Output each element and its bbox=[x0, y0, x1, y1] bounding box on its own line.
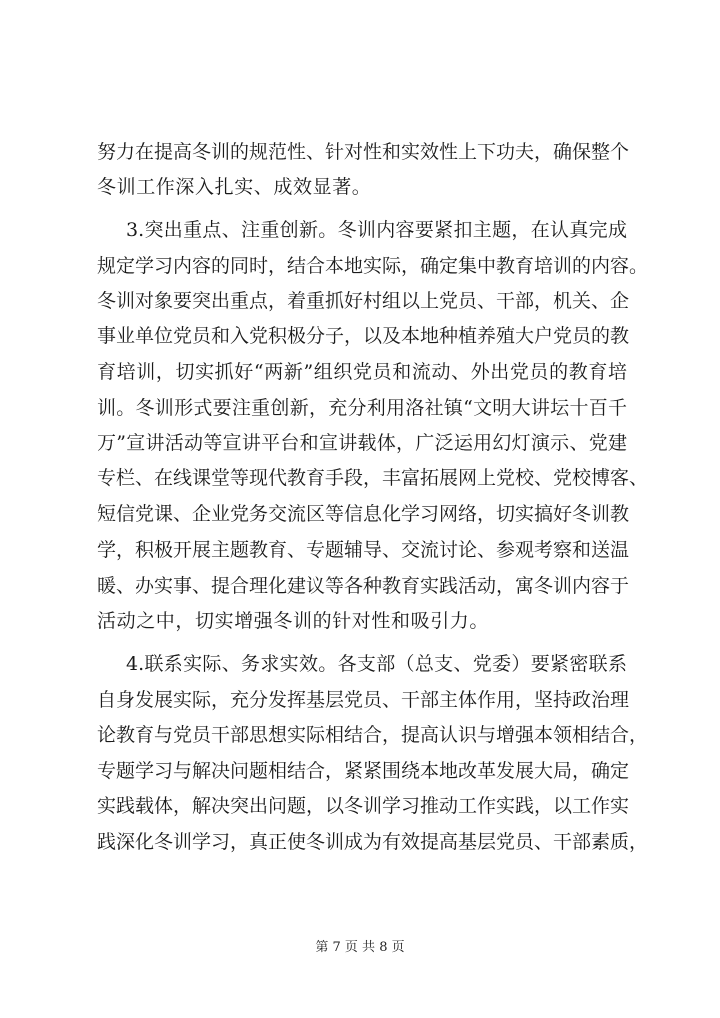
text-line: 万”宣讲活动等宣讲平台和宣讲载体，广泛运用幻灯演示、党建 bbox=[97, 432, 627, 454]
text-line: 事业单位党员和入党积极分子，以及本地种植养殖大户党员的教 bbox=[97, 325, 630, 347]
text-line: 践深化冬训学习，真正使冬训成为有效提高基层党员、干部素质， bbox=[97, 831, 649, 853]
text-line: 努力在提高冬训的规范性、针对性和实效性上下功夫，确保整个 bbox=[97, 141, 630, 163]
text-line: 论教育与党员干部思想实际相结合，提高认识与增强本领相结合， bbox=[97, 724, 649, 746]
paragraph-3-heading-line: 3.突出重点、注重创新。冬训内容要紧扣主题，在认真完成 bbox=[126, 219, 627, 241]
text-line: 活动之中，切实增强冬训的针对性和吸引力。 bbox=[97, 610, 490, 632]
text-line: 专题学习与解决问题相结合，紧紧围绕本地改革发展大局，确定 bbox=[97, 760, 630, 782]
text-line: 专栏、在线课堂等现代教育手段，丰富拓展网上党校、党校博客、 bbox=[97, 467, 649, 489]
text-line: 冬训对象要突出重点，着重抓好村组以上党员、干部，机关、企 bbox=[97, 290, 630, 312]
text-line: 短信党课、企业党务交流区等信息化学习网络，切实搞好冬训教 bbox=[97, 503, 630, 525]
text-line: 实践载体，解决突出问题，以冬训学习推动工作实践，以工作实 bbox=[97, 795, 630, 817]
paragraph-4-heading-line: 4.联系实际、务求实效。各支部（总支、党委）要紧密联系 bbox=[126, 653, 627, 675]
text-line: 冬训工作深入扎实、成效显著。 bbox=[97, 176, 372, 198]
text-line: 学，积极开展主题教育、专题辅导、交流讨论、参观考察和送温 bbox=[97, 539, 630, 561]
text-line: 规定学习内容的同时，结合本地实际，确定集中教育培训的内容。 bbox=[97, 255, 649, 277]
text-line: 训。冬训形式要注重创新，充分利用洛社镇“文明大讲坛十百千 bbox=[97, 397, 627, 419]
text-line: 育培训，切实抓好“两新”组织党员和流动、外出党员的教育培 bbox=[97, 361, 627, 383]
text-line: 暖、办实事、提合理化建议等各种教育实践活动，寓冬训内容于 bbox=[97, 575, 630, 597]
text-line: 自身发展实际，充分发挥基层党员、干部主体作用，坚持政治理 bbox=[97, 689, 630, 711]
page-number-footer: 第 7 页 共 8 页 bbox=[315, 940, 405, 955]
